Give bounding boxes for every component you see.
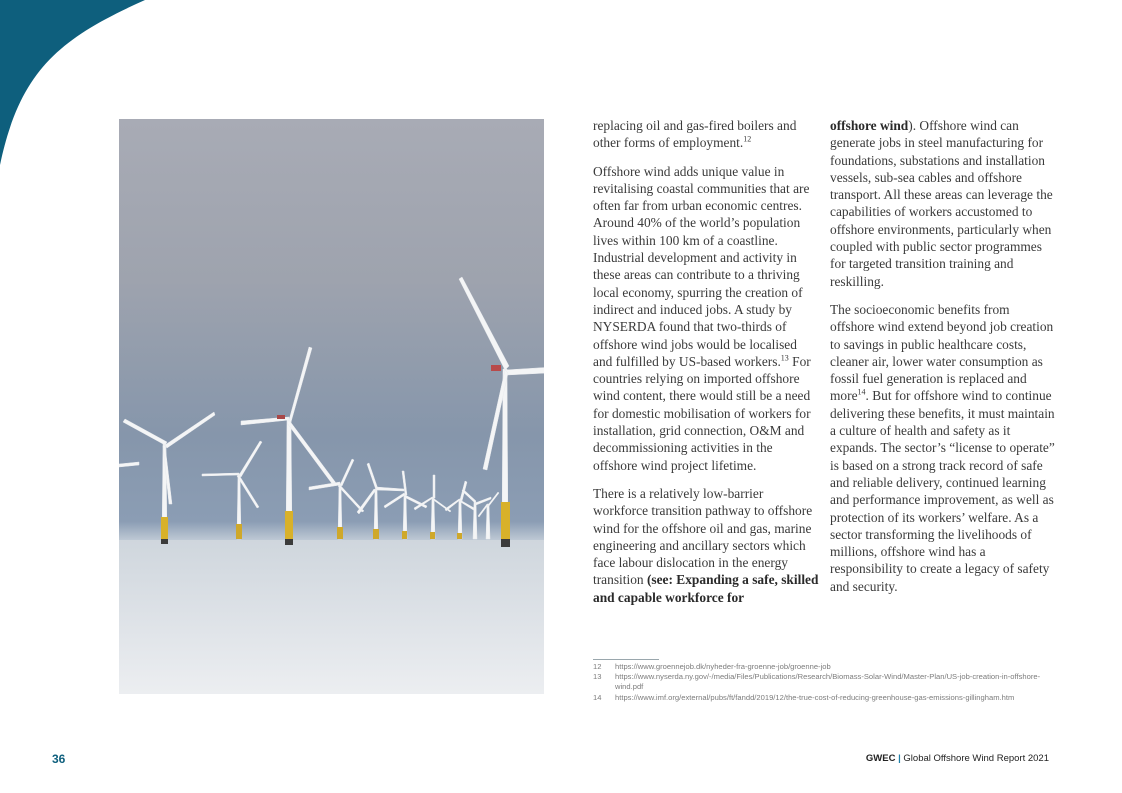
footnote <box>593 693 1053 703</box>
page-number: 36 <box>52 752 66 766</box>
footnote-number: 14 <box>593 692 602 702</box>
footnote-number: 13 <box>593 672 602 682</box>
paragraph: offshore wind). Offshore wind can generate jobs in steel manufacturing for foundations, substations and installation vessels, sub-sea cables and offshore transport. All these areas can leverage the capabilities of workers accustomed to offshore environments, particularly when coupled with public sector programmes for targeted transition training and reskilling. <box>830 118 1053 289</box>
wind-turbines-photo <box>119 119 544 694</box>
cross-reference: (see: Expanding a safe, skilled and capable workforce for <box>593 572 819 605</box>
footnote-divider <box>593 659 659 660</box>
paragraph: replacing oil and gas-fired boilers and other forms of employment.$^{12}$ <box>593 118 797 151</box>
footnote-ref: 13 <box>780 353 789 363</box>
footer-org: GWEC <box>865 753 896 764</box>
paragraph: There is a relatively low-barrier workforce transition pathway to offshore wind for the offshore oil and gas, marine engineering and ancillary sectors which face labour dislocation in the energy transition (see: Expanding a safe, skilled and capable workforce for <box>593 485 819 605</box>
footnote-ref: 12 <box>743 134 752 144</box>
footnote-ref: 14 <box>857 387 866 397</box>
footnote-link[interactable]: https://www.imf.org/external/pubs/ft/fandd/2019/12/the-true-cost-of-reducing-greenhouse-gas-emissions-gillingham.htm <box>615 692 1015 702</box>
footnote-link[interactable]: https://www.groennejob.dk/nyheder-fra-groenne-job/groenne-job <box>615 662 831 671</box>
footnote-link[interactable]: https://www.nyserda.ny.gov/-/media/Files/Publications/Research/Biomass-Solar-Wind/Master-Plan/US-job-creation-in-offshore-wind.pdf <box>615 672 1041 692</box>
body-column-2 <box>830 117 1056 606</box>
footnote <box>593 662 1053 672</box>
footnotes <box>593 662 1053 703</box>
paragraph: The socioeconomic benefits from offshore wind extend beyond job creation to savings in public healthcare costs, cleaner air, lower water consumption as fossil fuel generation is replaced and more$^{14}$. But for offshore wind to continue delivering these benefits, it must maintain a culture of health and safety as it expands. The sector’s “license to operate” is based on a strong track record of safe and reliable delivery, continued learning and performance improvement, as well as protection of its workers’ welfare. As a sector transforming the livelihoods of millions, offshore wind has a responsibility to create a legacy of safety and security. <box>830 301 1055 594</box>
paragraph: Offshore wind adds unique value in revitalising coastal communities that are often far from urban economic centres. Around 40% of the world’s population lives within 100 km of a coastline. Industrial development and activity in these areas can contribute to a thriving local economy, spurring the creation of indirect and induced jobs. A study by NYSERDA found that two-thirds of offshore wind jobs would be localised and fulfilled by US-based workers.$^{13}$ For countries relying on imported offshore wind content, there would still be a need for domestic mobilisation of workers for installation, grid connection, O&M and decommissioning activities in the offshore wind project lifetime. <box>593 163 811 473</box>
cross-reference: offshore wind <box>830 118 909 133</box>
running-footer <box>866 753 1049 764</box>
footer-report-title: Global Offshore Wind Report 2021 <box>903 753 1049 764</box>
footer-separator: | <box>898 753 901 764</box>
footnote-number: 12 <box>593 662 602 671</box>
body-column-1 <box>593 117 819 617</box>
footnote <box>593 672 1053 692</box>
